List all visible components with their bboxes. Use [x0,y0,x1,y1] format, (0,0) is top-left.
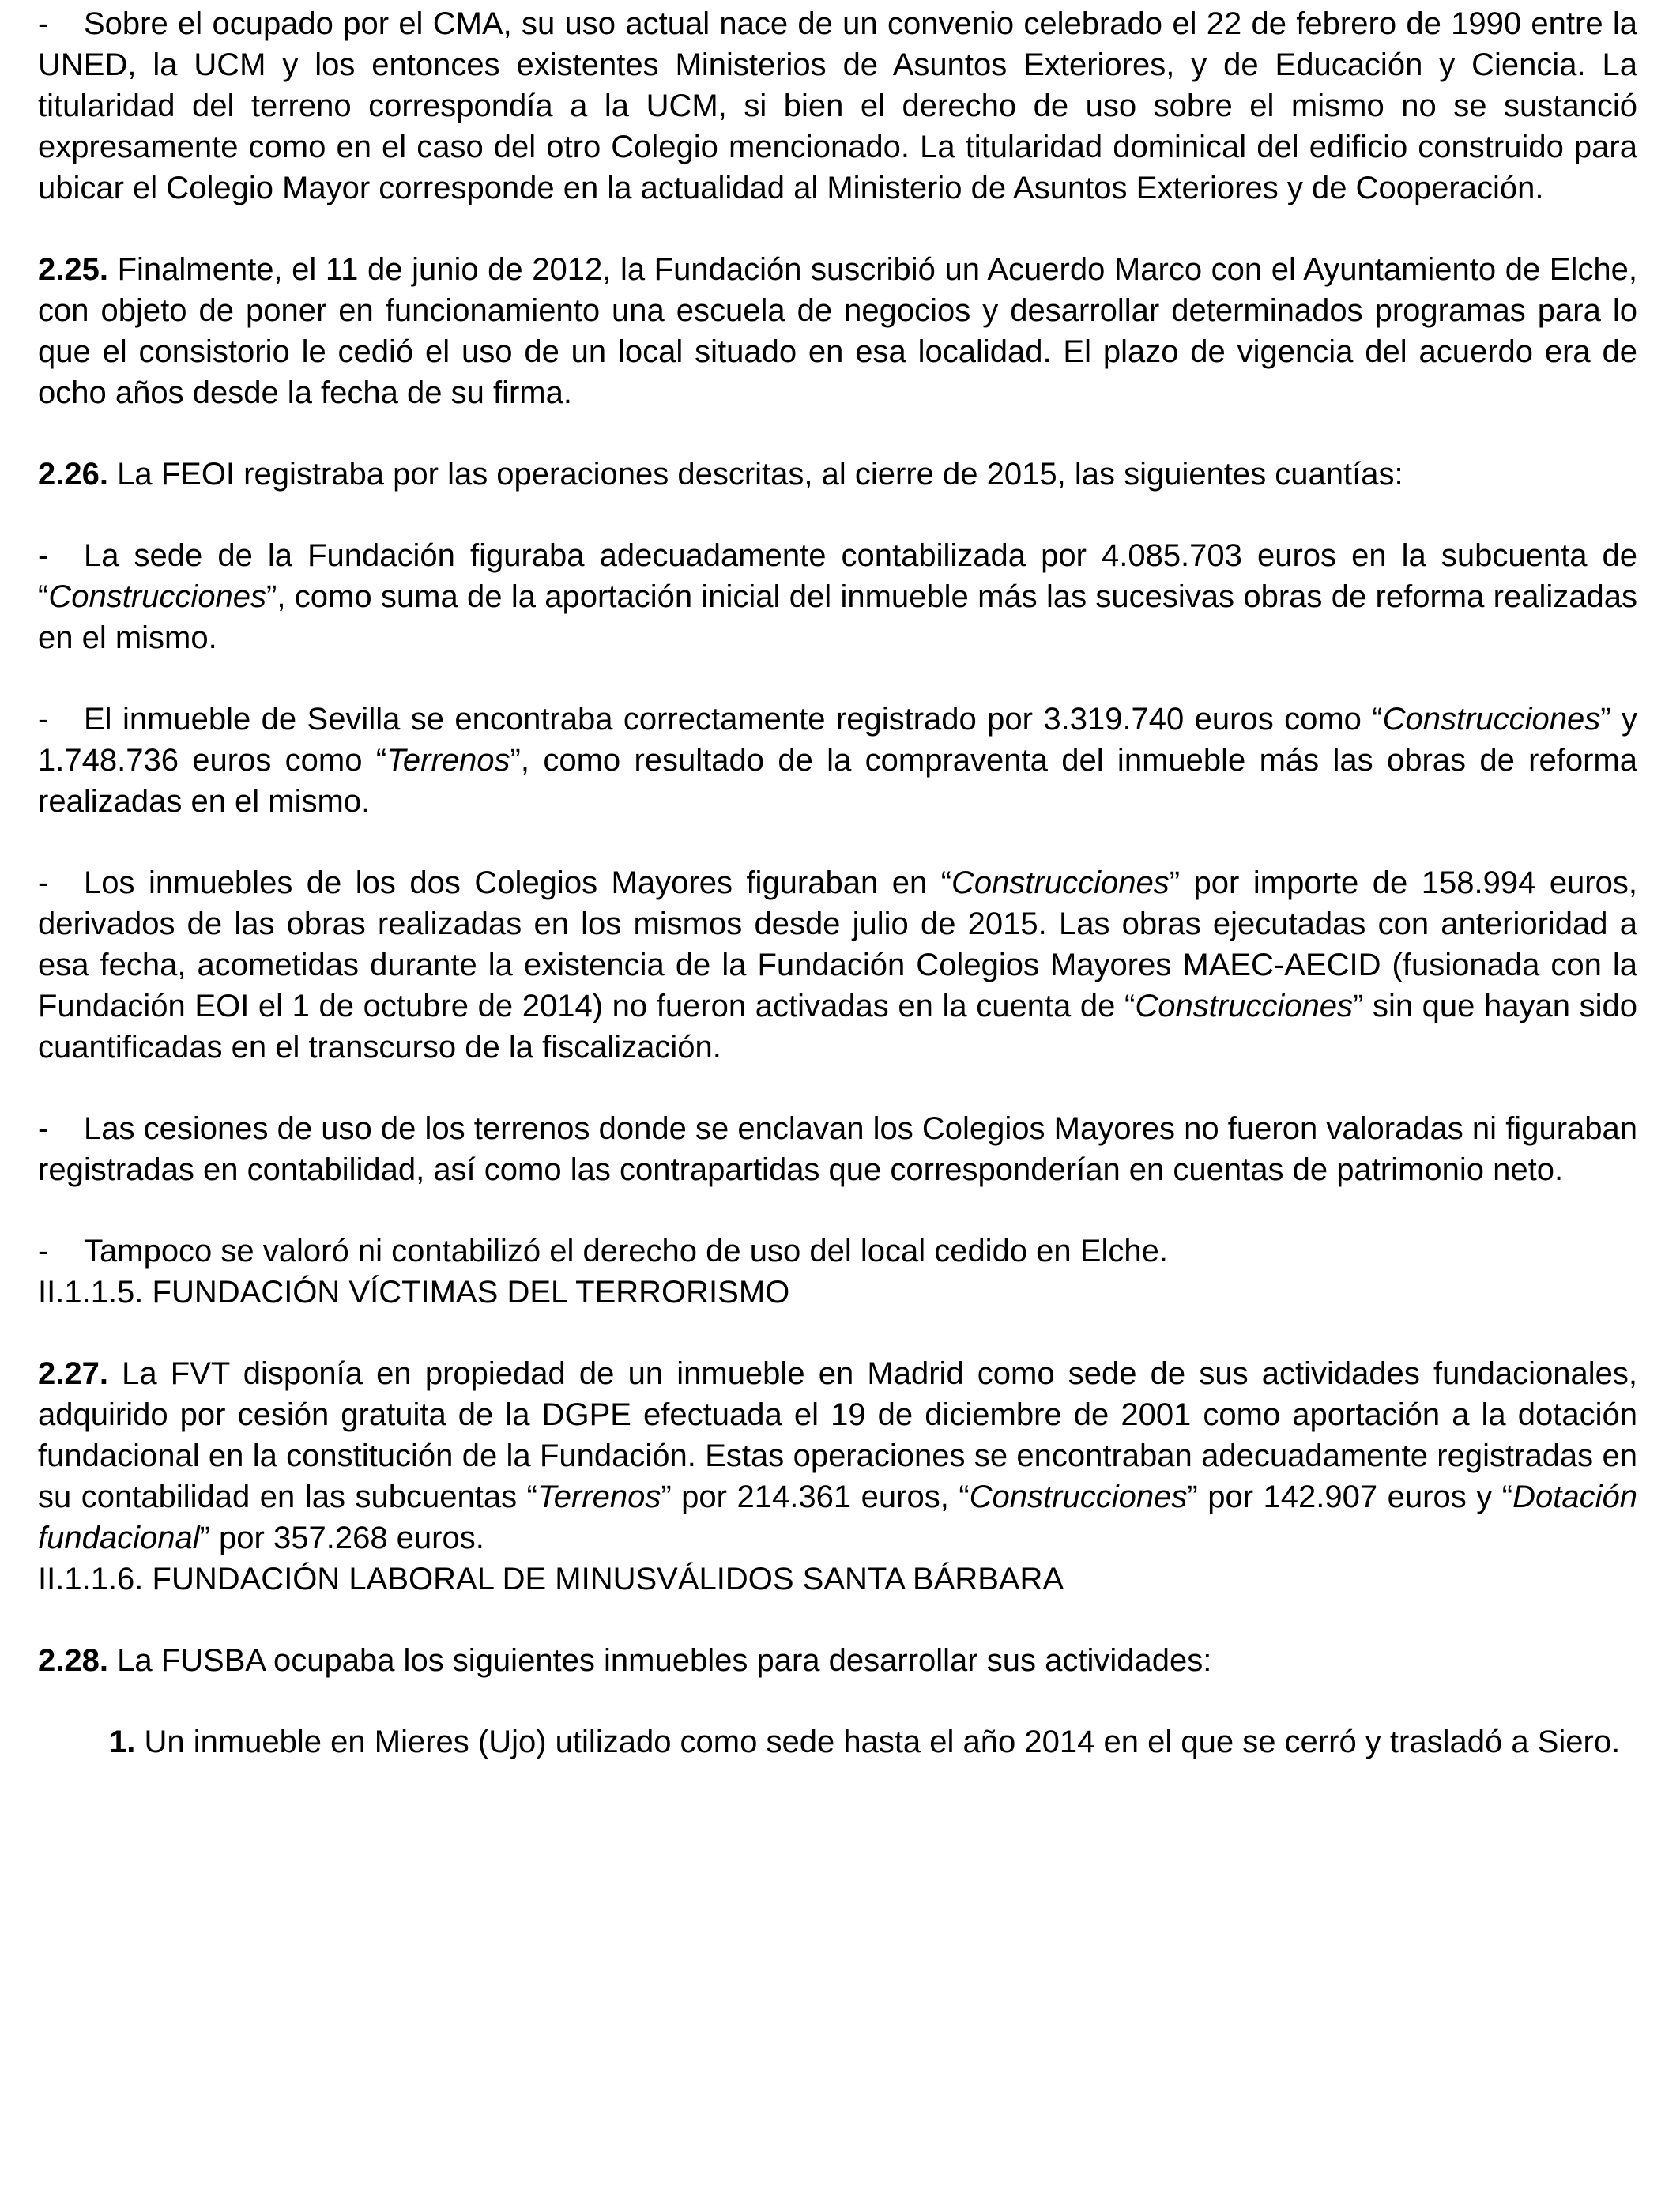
paragraph-2-28 [38,1640,1637,1681]
text-segment: La sede de la Fundación figuraba adecuadamente contabilizada por 4.085.703 euros en la subcuenta de “ [38,538,1637,614]
account-name-italic: Dotación fundacional [38,1480,1637,1555]
paragraph-number: 2.28. [38,1643,108,1678]
text-segment: El inmueble de Sevilla se encontraba correctamente registrado por 3.319.740 euros como “ [84,702,1383,737]
text-segment: La FVT disponía en propiedad de un inmueble en Madrid como sede de sus actividades fundacionales, adquirido por cesión gratuita de la DGPE efectuada el 19 de diciembre de 2001 como aportación a la dotación fundacional en la constitución de la Fundación. Estas operaciones se encontraban adecuadamente registradas en su contabilidad en las subcuentas “ [38,1356,1637,1514]
text-segment: ” por 357.268 euros. [199,1521,484,1555]
account-name-italic: Construcciones [1382,702,1601,737]
bullet-colegios-mayores [38,862,1637,1068]
account-name-italic: Terrenos [537,1480,661,1514]
section-heading-santa-barbara: II.1.1.6. FUNDACIÓN LABORAL DE MINUSVÁLIDOS SANTA BÁRBARA [38,1562,1064,1596]
paragraph-cma-convenio [38,0,1637,209]
account-name-italic: Construcciones [48,579,267,614]
paragraph-text: Un inmueble en Mieres (Ujo) utilizado como sede hasta el año 2014 en el que se cerró y trasladó a Siero. [144,1725,1621,1759]
paragraph-number: 2.27. [38,1356,108,1391]
text-segment: ” y 1.748.736 euros como “ [38,702,1637,778]
paragraph-2-25 [38,249,1637,413]
bullet-sede-fundacion [38,535,1637,658]
text-segment: ”, como suma de la aportación inicial del inmueble más las sucesivas obras de reforma realizadas en el mismo. [38,579,1637,655]
bullet-dash: - [38,1111,49,1146]
paragraph-number: 2.26. [38,457,108,492]
text-segment: ”, como resultado de la compraventa del inmueble más las obras de reforma realizadas en el mismo. [38,743,1637,819]
bullet-local-elche [38,1231,1637,1272]
section-heading-victimas-terrorismo: II.1.1.5. FUNDACIÓN VÍCTIMAS DEL TERRORISMO [38,1275,790,1310]
item-number: 1. [109,1725,136,1759]
bullet-dash: - [38,538,49,573]
paragraph-2-26 [38,454,1637,495]
bullet-dash: - [38,865,49,900]
document-page [38,0,1637,1762]
bullet-dash: - [38,1234,49,1269]
bullet-cesiones-uso [38,1108,1637,1190]
paragraph-text: La FEOI registraba por las operaciones descritas, al cierre de 2015, las siguientes cuantías: [117,457,1403,492]
paragraph-text: Finalmente, el 11 de junio de 2012, la Fundación suscribió un Acuerdo Marco con el Ayuntamiento de Elche, con objeto de poner en funcionamiento una escuela de negocios y desarrollar determinados programas para lo que el consistorio le cedió el uso de un local situado en esa localidad. El plazo de vigencia del acuerdo era de ocho años desde la fecha de su firma. [38,252,1637,410]
paragraph-text: Sobre el ocupado por el CMA, su uso actual nace de un convenio celebrado el 22 de febrero de 1990 entre la UNED, la UCM y los entonces existentes Ministerios de Asuntos Exteriores, y de Educación y Ciencia. La titularidad del terreno correspondía a la UCM, si bien el derecho de uso sobre el mismo no se sustanció expresamente como en el caso del otro Colegio mencionado. La titularidad dominical del edificio construido para ubicar el Colegio Mayor corresponde en la actualidad al Ministerio de Asuntos Exteriores y de Cooperación. [38,6,1637,205]
paragraph-number: 2.25. [38,252,108,287]
account-name-italic: Construcciones [1135,989,1354,1023]
bullet-dash: - [38,702,49,737]
numbered-item-1 [38,1721,1637,1762]
account-name-italic: Construcciones [969,1480,1188,1514]
paragraph-text: Las cesiones de uso de los terrenos donde se enclavan los Colegios Mayores no fueron valoradas ni figuraban registradas en contabilidad, así como las contrapartidas que corresponderían en cuentas de patrimonio neto. [38,1111,1637,1187]
text-segment: Los inmuebles de los dos Colegios Mayores figuraban en “ [84,865,952,900]
text-segment: ” por importe de 158.994 euros, derivados de las obras realizadas en los mismos desde julio de 2015. Las obras ejecutadas con anterioridad a esa fecha, acometidas durante la existencia de la Fundación Colegios Mayores MAEC-AECID (fusionada con la Fundación EOI el 1 de octubre de 2014) no fueron activadas en la cuenta de “ [38,865,1637,1023]
account-name-italic: Construcciones [951,865,1170,900]
bullet-inmueble-sevilla [38,699,1637,822]
paragraph-2-27 [38,1353,1637,1559]
text-segment: ” por 214.361 euros, “ [661,1480,970,1514]
paragraph-text: Tampoco se valoró ni contabilizó el derecho de uso del local cedido en Elche. [84,1234,1168,1269]
text-segment: ” sin que hayan sido cuantificadas en el transcurso de la fiscalización. [38,989,1637,1065]
paragraph-text: La FUSBA ocupaba los siguientes inmuebles para desarrollar sus actividades: [117,1643,1212,1678]
text-segment: ” por 142.907 euros y “ [1187,1480,1513,1514]
account-name-italic: Terrenos [386,743,510,778]
bullet-dash: - [38,6,49,41]
